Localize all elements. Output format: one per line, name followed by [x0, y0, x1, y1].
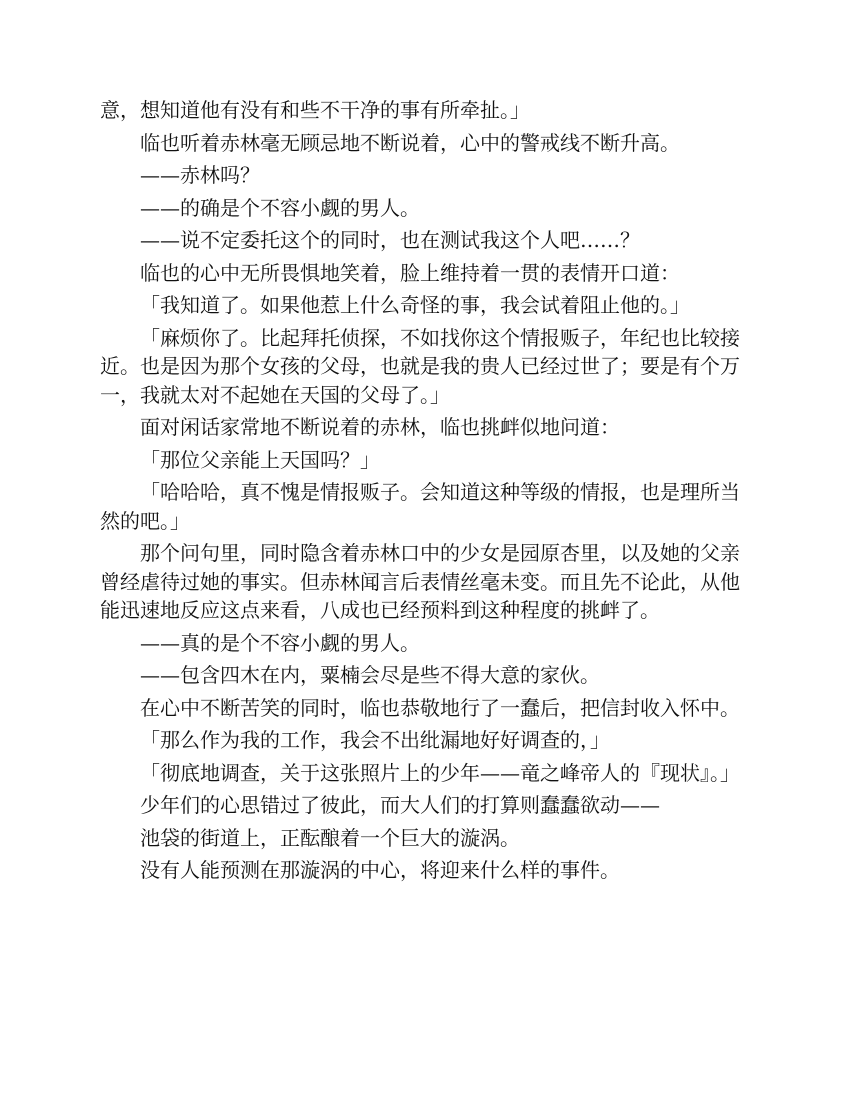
paragraph: 临也的心中无所畏惧地笑着，脸上维持着一贯的表情开口道：: [140, 260, 680, 285]
paragraph: 「彻底地调查，关于这张照片上的少年——竜之峰帝人的『现状』。」: [140, 760, 740, 785]
paragraph: ——说不定委托这个的同时，也在测试我这个人吧……？: [140, 228, 640, 252]
paragraph: 意，想知道他有没有和些不干净的事有所牵扯。」: [100, 98, 530, 122]
paragraph: ——的确是个不容小觑的男人。: [140, 195, 420, 220]
paragraph: 少年们的心思错过了彼此，而大人们的打算则蠢蠢欲动——: [140, 793, 660, 817]
paragraph: 「那位父亲能上天国吗？」: [140, 447, 380, 472]
paragraph: 面对闲话家常地不断说着的赤林，临也挑衅似地问道：: [140, 415, 620, 439]
paragraph: 临也听着赤林毫无顾忌地不断说着，心中的警戒线不断升高。: [140, 130, 680, 155]
paragraph: 没有人能预测在那漩涡的中心，将迎来什么样的事件。: [140, 858, 620, 882]
paragraph: ——包含四木在内，粟楠会尽是些不得大意的家伙。: [140, 663, 600, 687]
paragraph: ——赤林吗？: [140, 163, 260, 187]
document-page: [100, 96, 750, 889]
paragraph: 「那么作为我的工作，我会不出纰漏地好好调查的，」: [140, 728, 610, 752]
paragraph: 池袋的街道上，正酝酿着一个巨大的漩涡。: [140, 825, 520, 850]
paragraph: 「麻烦你了。比起拜托侦探，不如找你这个情报贩子，年纪也比较接近。也是因为那个女孩的父母，也就是我的贵人已经过世了；要是有个万一，我就太对不起她在天国的父母了。」: [100, 325, 740, 407]
paragraph: 「我知道了。如果他惹上什么奇怪的事，我会试着阻止他的。」: [140, 293, 690, 317]
paragraph: 在心中不断苦笑的同时，临也恭敬地行了一蠢后，把信封收入怀中。: [140, 695, 740, 720]
paragraph: 「哈哈哈，真不愧是情报贩子。会知道这种等级的情报，也是理所当然的吧。」: [100, 480, 740, 533]
paragraph: ——真的是个不容小觑的男人。: [140, 630, 420, 655]
paragraph: 那个问句里，同时隐含着赤林口中的少女是园原杏里，以及她的父亲曾经虐待过她的事实。但赤林闻言后表情丝毫未变。而且先不论此，从他能迅速地反应这点来看，八成也已经预料到这种程度的挑衅了。: [100, 541, 740, 622]
